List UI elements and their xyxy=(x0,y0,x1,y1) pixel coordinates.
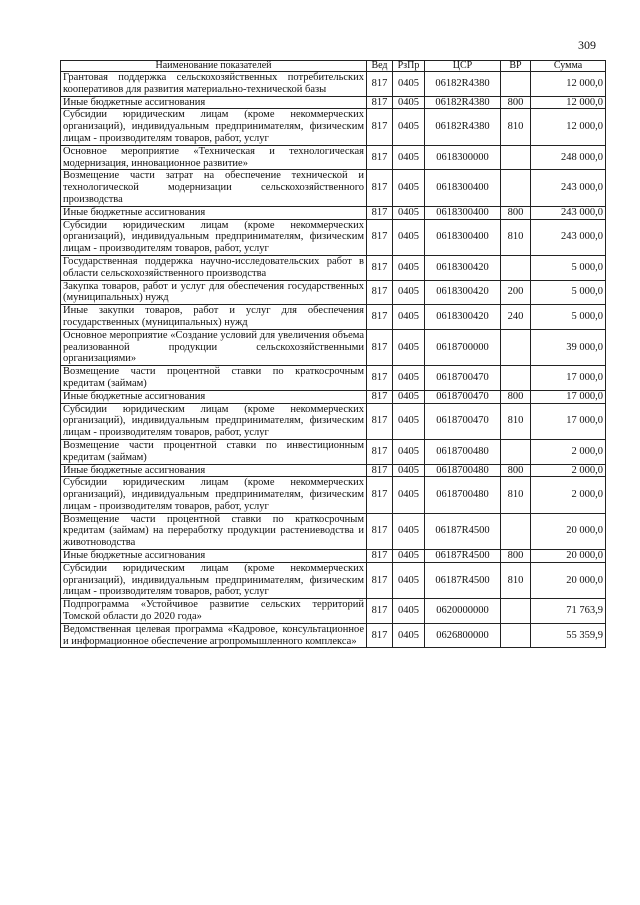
cell-csr: 06182R4380 xyxy=(425,96,501,109)
cell-csr: 0618300400 xyxy=(425,170,501,206)
cell-csr: 0618700480 xyxy=(425,477,501,513)
cell-sum: 20 000,0 xyxy=(531,513,606,549)
cell-ved: 817 xyxy=(367,206,393,219)
cell-rzpr: 0405 xyxy=(393,96,425,109)
table-row xyxy=(61,96,606,109)
cell-sum: 20 000,0 xyxy=(531,550,606,563)
table-header-row xyxy=(61,61,606,72)
cell-rzpr: 0405 xyxy=(393,562,425,598)
cell-rzpr: 0405 xyxy=(393,109,425,145)
cell-vr xyxy=(501,145,531,170)
cell-csr: 0618300400 xyxy=(425,219,501,255)
cell-rzpr: 0405 xyxy=(393,366,425,391)
cell-rzpr: 0405 xyxy=(393,145,425,170)
cell-rzpr: 0405 xyxy=(393,403,425,439)
cell-rzpr: 0405 xyxy=(393,206,425,219)
cell-ved: 817 xyxy=(367,72,393,97)
cell-name: Основное мероприятие «Техническая и технологическая модернизация, инновационное развитие» xyxy=(61,145,367,170)
cell-csr: 06182R4380 xyxy=(425,109,501,145)
cell-vr xyxy=(501,439,531,464)
cell-csr: 0618300000 xyxy=(425,145,501,170)
cell-vr: 810 xyxy=(501,477,531,513)
cell-rzpr: 0405 xyxy=(393,280,425,305)
cell-name: Государственная поддержка научно-исследовательских работ в области сельскохозяйственного производства xyxy=(61,255,367,280)
cell-ved: 817 xyxy=(367,390,393,403)
header-ved: Вед xyxy=(367,61,393,72)
cell-csr: 0618300420 xyxy=(425,305,501,330)
cell-name: Иные бюджетные ассигнования xyxy=(61,550,367,563)
cell-rzpr: 0405 xyxy=(393,513,425,549)
cell-csr: 06182R4380 xyxy=(425,72,501,97)
cell-name: Закупка товаров, работ и услуг для обеспечения государственных (муниципальных) нужд xyxy=(61,280,367,305)
cell-rzpr: 0405 xyxy=(393,477,425,513)
cell-sum: 2 000,0 xyxy=(531,477,606,513)
cell-rzpr: 0405 xyxy=(393,439,425,464)
cell-ved: 817 xyxy=(367,623,393,648)
cell-ved: 817 xyxy=(367,305,393,330)
cell-sum: 71 763,9 xyxy=(531,599,606,624)
cell-vr xyxy=(501,599,531,624)
cell-vr: 800 xyxy=(501,464,531,477)
cell-vr xyxy=(501,329,531,365)
cell-csr: 0618300420 xyxy=(425,255,501,280)
cell-ved: 817 xyxy=(367,329,393,365)
cell-rzpr: 0405 xyxy=(393,623,425,648)
cell-ved: 817 xyxy=(367,96,393,109)
cell-name: Субсидии юридическим лицам (кроме некоммерческих организаций), индивидуальным предпринимателям, физическим лицам - производителям товаров, работ, услуг xyxy=(61,403,367,439)
cell-csr: 0618700480 xyxy=(425,464,501,477)
cell-csr: 06187R4500 xyxy=(425,513,501,549)
cell-ved: 817 xyxy=(367,109,393,145)
cell-csr: 0618700470 xyxy=(425,390,501,403)
cell-ved: 817 xyxy=(367,219,393,255)
cell-rzpr: 0405 xyxy=(393,464,425,477)
cell-rzpr: 0405 xyxy=(393,599,425,624)
table-row xyxy=(61,329,606,365)
cell-ved: 817 xyxy=(367,562,393,598)
table-row xyxy=(61,599,606,624)
cell-sum: 12 000,0 xyxy=(531,72,606,97)
cell-sum: 12 000,0 xyxy=(531,109,606,145)
cell-vr xyxy=(501,513,531,549)
table-row xyxy=(61,477,606,513)
cell-vr xyxy=(501,623,531,648)
cell-rzpr: 0405 xyxy=(393,255,425,280)
table-row xyxy=(61,280,606,305)
cell-sum: 5 000,0 xyxy=(531,280,606,305)
cell-ved: 817 xyxy=(367,170,393,206)
cell-rzpr: 0405 xyxy=(393,329,425,365)
cell-sum: 5 000,0 xyxy=(531,255,606,280)
cell-name: Основное мероприятие «Создание условий для увеличения объема реализованной продукции сельскохозяйственными организациями» xyxy=(61,329,367,365)
cell-csr: 0618300400 xyxy=(425,206,501,219)
cell-name: Грантовая поддержка сельскохозяйственных потребительских кооперативов для развития материально-технической базы xyxy=(61,72,367,97)
cell-vr: 810 xyxy=(501,562,531,598)
cell-sum: 17 000,0 xyxy=(531,403,606,439)
cell-csr: 0618700470 xyxy=(425,403,501,439)
table-row xyxy=(61,562,606,598)
cell-vr: 800 xyxy=(501,390,531,403)
cell-vr: 800 xyxy=(501,96,531,109)
cell-ved: 817 xyxy=(367,403,393,439)
cell-sum: 5 000,0 xyxy=(531,305,606,330)
cell-sum: 20 000,0 xyxy=(531,562,606,598)
cell-ved: 817 xyxy=(367,255,393,280)
cell-name: Возмещение части затрат на обеспечение технической и технологической модернизации сельскохозяйственного производства xyxy=(61,170,367,206)
cell-name: Иные закупки товаров, работ и услуг для обеспечения государственных (муниципальных) нужд xyxy=(61,305,367,330)
cell-csr: 0620000000 xyxy=(425,599,501,624)
header-sum: Сумма xyxy=(531,61,606,72)
cell-rzpr: 0405 xyxy=(393,390,425,403)
table-row xyxy=(61,305,606,330)
cell-ved: 817 xyxy=(367,477,393,513)
cell-csr: 0618700000 xyxy=(425,329,501,365)
cell-name: Субсидии юридическим лицам (кроме некоммерческих организаций), индивидуальным предпринимателям, физическим лицам - производителям товаров, работ, услуг xyxy=(61,109,367,145)
cell-csr: 0626800000 xyxy=(425,623,501,648)
cell-vr: 240 xyxy=(501,305,531,330)
cell-vr xyxy=(501,72,531,97)
table-row xyxy=(61,109,606,145)
cell-name: Субсидии юридическим лицам (кроме некоммерческих организаций), индивидуальным предпринимателям, физическим лицам - производителям товаров, работ, услуг xyxy=(61,477,367,513)
table-row xyxy=(61,623,606,648)
cell-csr: 06187R4500 xyxy=(425,562,501,598)
cell-csr: 0618300420 xyxy=(425,280,501,305)
budget-table xyxy=(60,60,606,648)
cell-vr: 810 xyxy=(501,109,531,145)
cell-sum: 17 000,0 xyxy=(531,366,606,391)
cell-vr xyxy=(501,366,531,391)
cell-ved: 817 xyxy=(367,599,393,624)
cell-vr: 800 xyxy=(501,550,531,563)
table-row xyxy=(61,206,606,219)
cell-name: Субсидии юридическим лицам (кроме некоммерческих организаций), индивидуальным предпринимателям, физическим лицам - производителям товаров, работ, услуг xyxy=(61,219,367,255)
cell-sum: 17 000,0 xyxy=(531,390,606,403)
cell-csr: 0618700470 xyxy=(425,366,501,391)
table-row xyxy=(61,439,606,464)
cell-vr xyxy=(501,170,531,206)
cell-rzpr: 0405 xyxy=(393,72,425,97)
table-row xyxy=(61,513,606,549)
table-row xyxy=(61,145,606,170)
cell-name: Возмещение части процентной ставки по краткосрочным кредитам (займам) xyxy=(61,366,367,391)
cell-sum: 243 000,0 xyxy=(531,219,606,255)
cell-sum: 248 000,0 xyxy=(531,145,606,170)
cell-sum: 243 000,0 xyxy=(531,206,606,219)
cell-name: Иные бюджетные ассигнования xyxy=(61,206,367,219)
header-name: Наименование показателей xyxy=(61,61,367,72)
cell-vr: 810 xyxy=(501,403,531,439)
cell-ved: 817 xyxy=(367,145,393,170)
header-csr: ЦСР xyxy=(425,61,501,72)
cell-name: Субсидии юридическим лицам (кроме некоммерческих организаций), индивидуальным предпринимателям, физическим лицам - производителям товаров, работ, услуг xyxy=(61,562,367,598)
cell-ved: 817 xyxy=(367,513,393,549)
table-row xyxy=(61,390,606,403)
cell-vr: 800 xyxy=(501,206,531,219)
cell-sum: 243 000,0 xyxy=(531,170,606,206)
cell-ved: 817 xyxy=(367,280,393,305)
cell-name: Возмещение части процентной ставки по краткосрочным кредитам (займам) на переработку продукции растениеводства и животноводства xyxy=(61,513,367,549)
page-number: 309 xyxy=(578,38,596,52)
table-row xyxy=(61,464,606,477)
table-row xyxy=(61,219,606,255)
table-row xyxy=(61,550,606,563)
cell-sum: 55 359,9 xyxy=(531,623,606,648)
cell-name: Иные бюджетные ассигнования xyxy=(61,390,367,403)
table-row xyxy=(61,72,606,97)
cell-name: Иные бюджетные ассигнования xyxy=(61,96,367,109)
cell-rzpr: 0405 xyxy=(393,305,425,330)
cell-ved: 817 xyxy=(367,464,393,477)
cell-ved: 817 xyxy=(367,439,393,464)
cell-vr xyxy=(501,255,531,280)
table-row xyxy=(61,403,606,439)
cell-csr: 0618700480 xyxy=(425,439,501,464)
cell-sum: 39 000,0 xyxy=(531,329,606,365)
cell-vr: 810 xyxy=(501,219,531,255)
cell-sum: 2 000,0 xyxy=(531,464,606,477)
cell-rzpr: 0405 xyxy=(393,550,425,563)
table-row xyxy=(61,170,606,206)
header-vr: ВР xyxy=(501,61,531,72)
cell-vr: 200 xyxy=(501,280,531,305)
cell-name: Иные бюджетные ассигнования xyxy=(61,464,367,477)
cell-sum: 2 000,0 xyxy=(531,439,606,464)
table-row xyxy=(61,366,606,391)
cell-rzpr: 0405 xyxy=(393,219,425,255)
cell-ved: 817 xyxy=(367,366,393,391)
table-row xyxy=(61,255,606,280)
cell-ved: 817 xyxy=(367,550,393,563)
header-rzpr: РзПр xyxy=(393,61,425,72)
cell-name: Подпрограмма «Устойчивое развитие сельских территорий Томской области до 2020 года» xyxy=(61,599,367,624)
cell-name: Возмещение части процентной ставки по инвестиционным кредитам (займам) xyxy=(61,439,367,464)
cell-rzpr: 0405 xyxy=(393,170,425,206)
cell-name: Ведомственная целевая программа «Кадровое, консультационное и информационное обеспечение агропромышленного комплекса» xyxy=(61,623,367,648)
cell-csr: 06187R4500 xyxy=(425,550,501,563)
cell-sum: 12 000,0 xyxy=(531,96,606,109)
